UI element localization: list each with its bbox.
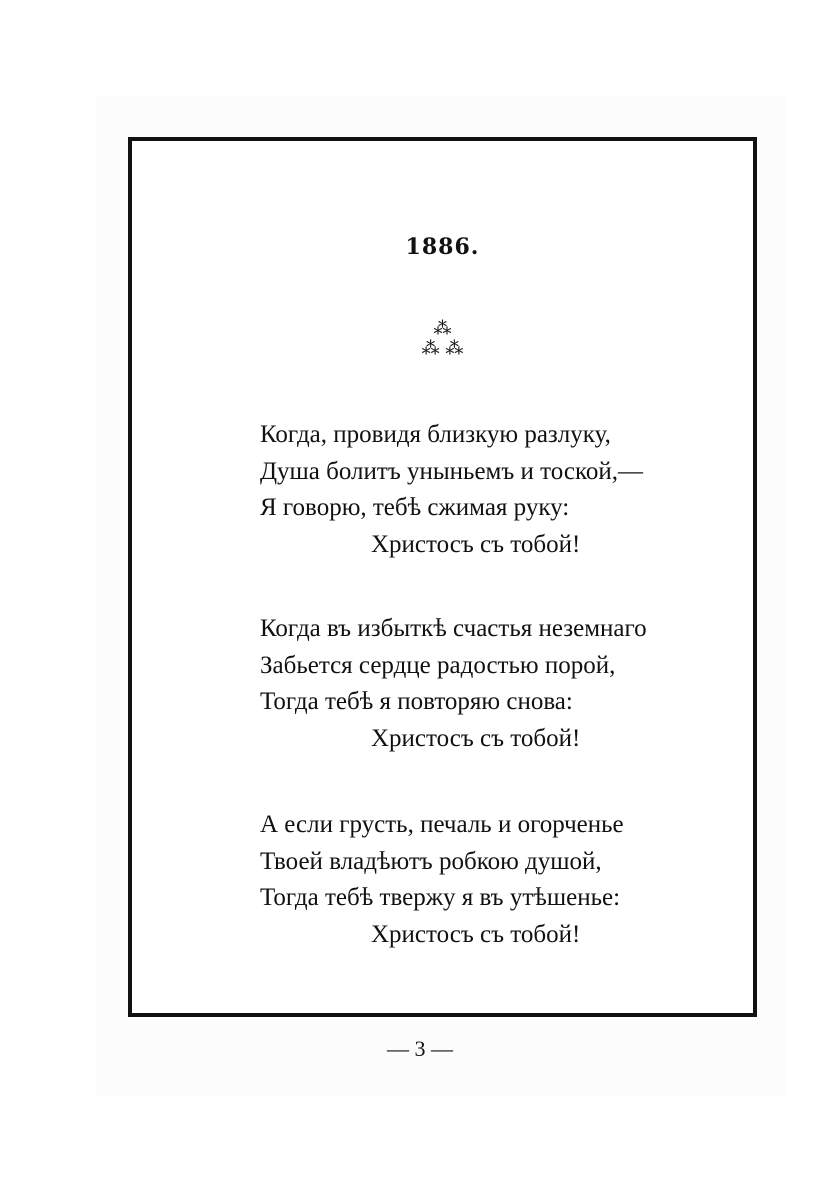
verse-line: Тогда тебѣ я повторяю снова: [260,688,573,715]
verse-line: Забьется сердце радостью порой, [260,651,616,679]
asterism-top: ⁂ [433,318,452,339]
stanza-2 [260,611,647,757]
verse-line: А если грусть, печаль и огорченье [260,811,624,838]
refrain-line: Христосъ съ тобой! [371,530,581,558]
refrain-line: Христосъ съ тобой! [371,724,581,752]
verse-line: Когда въ избыткѣ счастья неземнаго [260,615,647,642]
stanza-3 [260,807,624,953]
page-frame [128,137,757,1017]
verse-line: Тогда тебѣ твержу я въ утѣшенье: [260,884,621,911]
verse-line: Твоей владѣютъ робкою душой, [260,847,602,875]
verse-line: Душа болитъ уныньемъ и тоской,— [260,457,643,485]
verse-line: Я говорю, тебѣ сжимая руку: [260,494,570,521]
refrain-line: Христосъ съ тобой! [371,920,581,948]
poem-year-heading: 1886. [405,234,480,260]
verse-line: Когда, провидя близкую разлуку, [260,421,611,448]
stanza-1 [260,417,643,563]
page-number: — 3 — [387,1036,453,1061]
asterism-ornament [132,319,753,359]
asterism-bottom: ⁂ ⁂ [421,338,464,359]
